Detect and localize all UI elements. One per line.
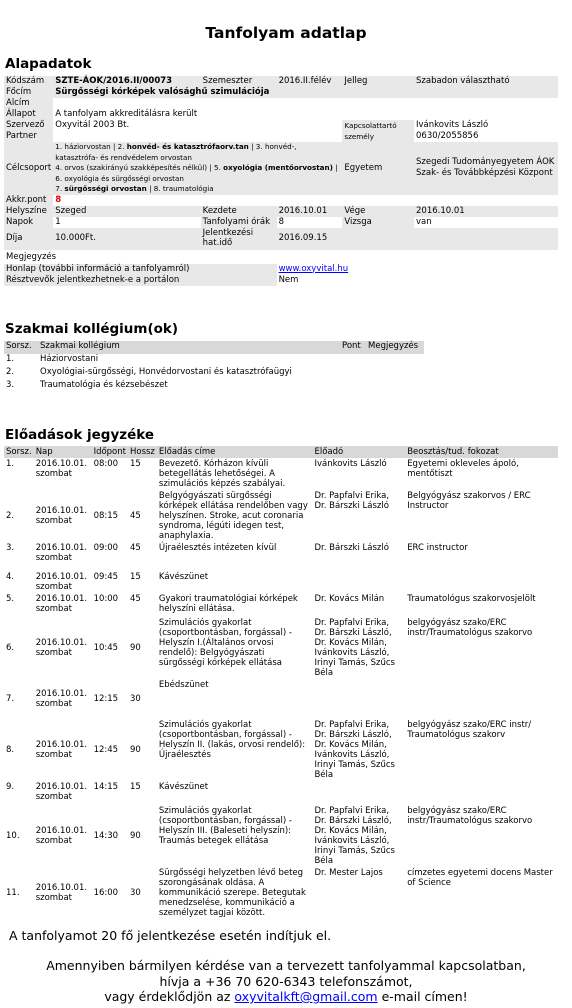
deadline-label: hat.idő xyxy=(202,238,233,248)
footer-note-line: A tanfolyamot 20 fő jelentkezése esetén indítjuk el. xyxy=(9,928,332,943)
column-header: Nap xyxy=(35,447,53,457)
days-value: 1 xyxy=(55,216,61,227)
weekday-value: szombat xyxy=(35,792,72,802)
field-label: Kezdete xyxy=(201,206,277,217)
field-label: Szervező xyxy=(4,120,53,131)
column-header: Szakmai kollégium xyxy=(40,341,120,351)
weekday-value: szombat xyxy=(35,648,72,658)
column-header: Időpont xyxy=(93,447,126,457)
portal-registration-value: Nem xyxy=(278,274,299,285)
start-time: 08:00 xyxy=(93,459,119,469)
table-header-row xyxy=(4,446,558,458)
contact-phone: 0630/2055856 xyxy=(416,131,479,141)
column-header: Beosztás/tud. fokozat xyxy=(407,447,499,457)
field-label: Alcím xyxy=(4,98,53,109)
footer-email-prefix: vagy érdeklődjön az xyxy=(104,989,235,1004)
credit-points-value: 8 xyxy=(55,194,62,205)
empty-cell xyxy=(414,228,558,250)
table-row xyxy=(4,617,558,679)
start-time: 12:45 xyxy=(93,745,119,755)
start-time: 09:00 xyxy=(93,543,119,553)
position xyxy=(405,781,558,805)
lecturer: Ivánkovits László xyxy=(314,459,387,469)
weekday-value: szombat xyxy=(35,516,72,526)
duration: 30 xyxy=(129,694,141,704)
start-time: 14:15 xyxy=(93,782,119,792)
field-label: Vizsga xyxy=(342,217,414,228)
weekday-value: szombat xyxy=(35,604,72,614)
row-number: 2. xyxy=(6,367,15,377)
start-time: 16:00 xyxy=(93,888,119,898)
table-row xyxy=(4,228,558,250)
table-row xyxy=(4,458,558,490)
start-time: 12:15 xyxy=(93,694,119,704)
lecture-title: Belgyógyászati sürgősségi kórképek ellátása rendelőben vagy helyszínen. Stroke, acut coronaria syndroma, légúti idegen test, anaphylaxia. xyxy=(158,491,308,541)
column-header: Sorsz. xyxy=(6,447,32,457)
row-number: 3. xyxy=(6,380,15,390)
table-row xyxy=(4,120,558,131)
lecturer: Dr. Kovács Milán xyxy=(314,594,385,604)
field-label: Főcím xyxy=(4,87,53,98)
field-label: Vége xyxy=(342,206,414,217)
table-row xyxy=(4,867,558,919)
footer-email-suffix: e-mail címen! xyxy=(377,989,468,1004)
duration: 90 xyxy=(129,745,141,755)
date-value: 2016.10.01. xyxy=(35,459,88,469)
row-number: 6. xyxy=(6,643,15,653)
weekday-value: szombat xyxy=(35,699,72,709)
table-row xyxy=(4,781,558,805)
table-row xyxy=(4,264,558,275)
row-number: 7. xyxy=(6,694,15,704)
date-value: 2016.10.01. xyxy=(35,826,88,836)
section-lectures-heading: Előadások jegyzéke xyxy=(5,427,155,443)
date-value: 2016.10.01. xyxy=(35,543,88,553)
field-label: Napok xyxy=(4,217,53,228)
table-row xyxy=(4,719,558,781)
lecture-title: Újraélesztés intézeten kívül xyxy=(158,543,277,553)
lecturer xyxy=(312,571,405,593)
date-value: 2016.10.01. xyxy=(35,572,88,582)
organizer-value: Oxyvitál 2003 Bt. xyxy=(55,120,130,130)
table-row xyxy=(4,380,424,393)
column-header: Előadó xyxy=(314,447,344,457)
contact-name: Ivánkovits László xyxy=(416,120,489,130)
field-label: Tanfolyami órák xyxy=(201,217,277,228)
page-title: Tanfolyam adatlap xyxy=(205,24,367,42)
date xyxy=(34,781,92,805)
position: belgyógyász szako/ERC instr/ Traumatológus szakorv xyxy=(407,720,532,740)
table-row xyxy=(4,87,558,98)
date-value: 2016.10.01. xyxy=(35,689,88,699)
date xyxy=(34,805,92,867)
position xyxy=(405,571,558,593)
committee-name: Oxyológiai-sürgősségi, Honvédorvostani és katasztrófaügyi xyxy=(40,367,292,377)
lecturer xyxy=(312,781,405,805)
section-basic-heading: Alapadatok xyxy=(5,56,92,72)
field-label: Állapot xyxy=(4,109,53,120)
email-link[interactable]: oxyvitalkft@gmail.com xyxy=(234,989,378,1004)
date xyxy=(34,719,92,781)
row-number: 4. xyxy=(6,572,15,582)
field-label: Szemeszter xyxy=(201,76,277,87)
table-row xyxy=(4,571,558,593)
lectures-body xyxy=(4,458,558,919)
position: belgyógyász szako/ERC instr/Traumatológus szakorvo xyxy=(407,806,533,826)
semester-value: 2016.II.félév xyxy=(277,76,343,87)
row-number: 9. xyxy=(6,782,15,792)
field-label: Megjegyzés xyxy=(6,251,57,262)
lecture-title: Kávészünet xyxy=(158,572,209,582)
date xyxy=(34,571,92,593)
footer-contact-line: Amennyiben bármilyen kérdése van a tervezett tanfolyammal kapcsolatban, xyxy=(46,958,526,973)
weekday-value: szombat xyxy=(35,553,72,563)
weekday-value: szombat xyxy=(35,469,72,479)
committee-name: Traumatológia és kézsebészet xyxy=(40,380,168,390)
start-time: 08:15 xyxy=(93,511,119,521)
deadline-label: Jelentkezési xyxy=(202,227,254,238)
lecture-title: Sürgősségi helyzetben lévő beteg szorongásának oldása. A kommunikáció szerepe. Betegutak menedzselése, kommunikáció a személyzet tagjai között. xyxy=(158,868,306,918)
target-group-text: oxyológia (mentőorvostan) xyxy=(223,163,333,172)
column-header: Pont xyxy=(342,341,361,351)
date xyxy=(34,542,92,571)
target-group-text: 4. orvos (szakirányú szakképesítés nélkül) | 5. xyxy=(55,163,224,172)
duration: 90 xyxy=(129,643,141,653)
target-group-text: | 8. traumatológia xyxy=(146,184,214,193)
duration: 15 xyxy=(129,459,141,469)
field-label: Helyszíne xyxy=(4,206,53,217)
column-header: Hossz xyxy=(129,447,155,457)
committee-table xyxy=(4,341,424,393)
row-number: 5. xyxy=(6,594,15,604)
field-label xyxy=(201,228,277,250)
date-value: 2016.10.01. xyxy=(35,506,88,516)
empty-cell xyxy=(342,228,414,250)
row-number: 10. xyxy=(6,831,20,841)
position: címzetes egyetemi docens Master of Science xyxy=(407,868,553,888)
course-code: SZTE-ÁOK/2016.II/00073 xyxy=(53,76,200,87)
lecture-title: Gyakori traumatológiai kórképek helyszíni ellátása. xyxy=(158,594,298,614)
subtitle-value xyxy=(53,98,558,109)
deadline-value: 2016.09.15 xyxy=(277,228,343,250)
field-label: Jelleg xyxy=(342,76,414,87)
start-date-value: 2016.10.01 xyxy=(277,206,343,217)
lecture-title: Szimulációs gyakorlat (csoportbontásban, forgással) - Helyszín II. (lakás, orvosi rendelő): Újraélesztés xyxy=(158,720,306,760)
section-committee-heading: Szakmai kollégium(ok) xyxy=(5,321,179,337)
table-header-row xyxy=(4,341,424,354)
target-group-text: 6. oxyológia és sürgősségi orvostan xyxy=(55,173,184,183)
weekday-value: szombat xyxy=(35,836,72,846)
exam-value: van xyxy=(416,216,432,227)
website-cell xyxy=(277,264,558,275)
end-date-value: 2016.10.01 xyxy=(414,206,558,217)
location-value: Szeged xyxy=(53,206,200,217)
table-row xyxy=(4,206,558,217)
university-value xyxy=(414,142,558,195)
field-label: Honlap (további információ a tanfolyamról) xyxy=(4,264,277,275)
row-number: 1. xyxy=(6,354,15,364)
row-number: 8. xyxy=(6,745,15,755)
lecture-title: Szimulációs gyakorlat (csoportbontásban, forgással) - Helyszín III. (Baleseti helyszín): Traumás betegek ellátása xyxy=(158,806,292,846)
duration: 90 xyxy=(129,831,141,841)
date-value: 2016.10.01. xyxy=(35,782,88,792)
fee-value: 10.000Ft. xyxy=(53,228,200,250)
date xyxy=(34,867,92,919)
website-link[interactable]: www.oxyvital.hu xyxy=(278,263,349,274)
table-row xyxy=(4,805,558,867)
duration: 30 xyxy=(129,888,141,898)
start-time: 14:30 xyxy=(93,831,119,841)
footer-email-line xyxy=(0,989,572,1004)
table-row xyxy=(4,195,558,206)
date xyxy=(34,617,92,679)
column-header: Sorsz. xyxy=(6,341,32,351)
hours-value: 8 xyxy=(278,216,284,227)
lecture-title: Ebédszünet xyxy=(158,680,209,690)
target-group-text: katasztrófa- és rendvédelem orvostan xyxy=(55,152,192,162)
table-row xyxy=(4,490,558,542)
column-header: Megjegyzés xyxy=(368,341,419,351)
start-time: 10:00 xyxy=(93,594,119,604)
target-group-text: honvéd- és katasztrófaorv.tan xyxy=(126,142,249,151)
weekday-value: szombat xyxy=(35,582,72,592)
position: belgyógyász szako/ERC instr/Traumatológus szakorvo xyxy=(407,618,533,638)
lecture-title: Kávészünet xyxy=(158,782,209,792)
partner-value xyxy=(53,131,342,142)
field-label: Résztvevők jelentkezhetnek-e a portálon xyxy=(4,275,277,286)
date-value: 2016.10.01. xyxy=(35,740,88,750)
field-label: Célcsoport xyxy=(4,142,53,195)
lecturer: Dr. Papfalvi Erika, Dr. Bárszki László, Dr. Kovács Milán, Ivánkovits László, Irinyi Tamás, Szűcs Béla xyxy=(314,720,395,780)
lecturer: Dr. Bárszki László xyxy=(314,543,389,553)
duration: 45 xyxy=(129,594,141,604)
basic-data-table xyxy=(4,76,558,286)
row-number: 11. xyxy=(6,888,20,898)
lecturer: Dr. Papfalvi Erika, Dr. Bárszki László xyxy=(314,491,390,511)
lecturer: Dr. Papfalvi Erika, Dr. Bárszki László, Dr. Kovács Milán, Ivánkovits László, Irinyi Tamás, Szűcs Béla xyxy=(314,618,395,678)
row-number: 1. xyxy=(6,459,15,469)
position: Egyetemi okleveles ápoló, mentőtiszt xyxy=(407,459,519,479)
field-label: Kapcsolattartó személy xyxy=(342,120,414,142)
university-line: Szegedi Tudományegyetem ÁOK xyxy=(416,157,555,168)
main-title-value: Sürgősségi kórképek valósághű szimulációja xyxy=(53,87,558,98)
table-row xyxy=(4,109,558,120)
lecturer: Dr. Mester Lajos xyxy=(314,868,383,878)
field-label: Egyetem xyxy=(342,142,414,195)
position: ERC instructor xyxy=(407,543,468,553)
duration: 45 xyxy=(129,543,141,553)
status-value: A tanfolyam akkreditálásra került xyxy=(55,109,198,119)
row-number: 2. xyxy=(6,511,15,521)
table-row xyxy=(4,142,558,195)
date-value: 2016.10.01. xyxy=(35,638,88,648)
date-value: 2016.10.01. xyxy=(35,594,88,604)
target-group-text: | 3. honvéd-, xyxy=(248,142,297,151)
date xyxy=(34,593,92,617)
committee-name: Háziorvostani xyxy=(40,354,99,364)
date-value: 2016.10.01. xyxy=(35,883,88,893)
duration: 45 xyxy=(129,511,141,521)
lecture-title: Bevezető. Kórházon kívüli betegellátás lehetőségei. A szimulációs képzés szabályai. xyxy=(158,459,286,489)
lecturer: Dr. Papfalvi Erika, Dr. Bárszki László, Dr. Kovács Milán, Ivánkovits László, Irinyi Tamás, Szűcs Béla xyxy=(314,806,395,866)
table-row xyxy=(4,354,424,367)
lecturer xyxy=(312,679,405,719)
type-value: Szabadon választható xyxy=(414,76,558,87)
table-row xyxy=(4,250,558,264)
table-row xyxy=(4,217,558,228)
lecture-title: Szimulációs gyakorlat (csoportbontásban, forgással) - Helyszín I.(Általános orvosi rendelő): Belgyógyászati sürgősségi kórképek ellátása xyxy=(158,618,292,668)
university-line: Szak- és Továbbképzési Központ xyxy=(416,168,553,179)
field-label: Partner xyxy=(4,131,53,142)
table-row xyxy=(4,275,558,286)
footer-phone-line: hívja a +36 70 620-6343 telefonszámot, xyxy=(159,974,413,989)
table-row xyxy=(4,98,558,109)
table-row xyxy=(4,593,558,617)
target-group-text: 7. xyxy=(55,184,65,193)
field-label: Díja xyxy=(4,228,53,250)
date xyxy=(34,458,92,490)
field-label: Kódszám xyxy=(4,76,53,87)
weekday-value: szombat xyxy=(35,893,72,903)
target-group-text: 1. háziorvostan | 2. xyxy=(55,142,127,151)
table-row xyxy=(4,679,558,719)
contact-value xyxy=(414,120,558,142)
table-row xyxy=(4,76,558,87)
position xyxy=(405,679,558,719)
position: Traumatológus szakorvosjelölt xyxy=(407,594,536,604)
target-group-value xyxy=(53,142,342,195)
date xyxy=(34,490,92,542)
field-label: Akkr.pont xyxy=(4,195,53,206)
position: Belgyógyász szakorvos / ERC Instructor xyxy=(407,491,531,511)
table-row xyxy=(4,542,558,571)
duration: 15 xyxy=(129,782,141,792)
target-group-text: | xyxy=(332,163,338,172)
table-row xyxy=(4,367,424,380)
lectures-table xyxy=(4,446,558,919)
date xyxy=(34,679,92,719)
weekday-value: szombat xyxy=(35,750,72,760)
start-time: 10:45 xyxy=(93,643,119,653)
start-time: 09:45 xyxy=(93,572,119,582)
row-number: 3. xyxy=(6,543,15,553)
column-header: Előadás címe xyxy=(158,447,216,457)
duration: 15 xyxy=(129,572,141,582)
target-group-text: sürgősségi orvostan xyxy=(64,184,147,193)
